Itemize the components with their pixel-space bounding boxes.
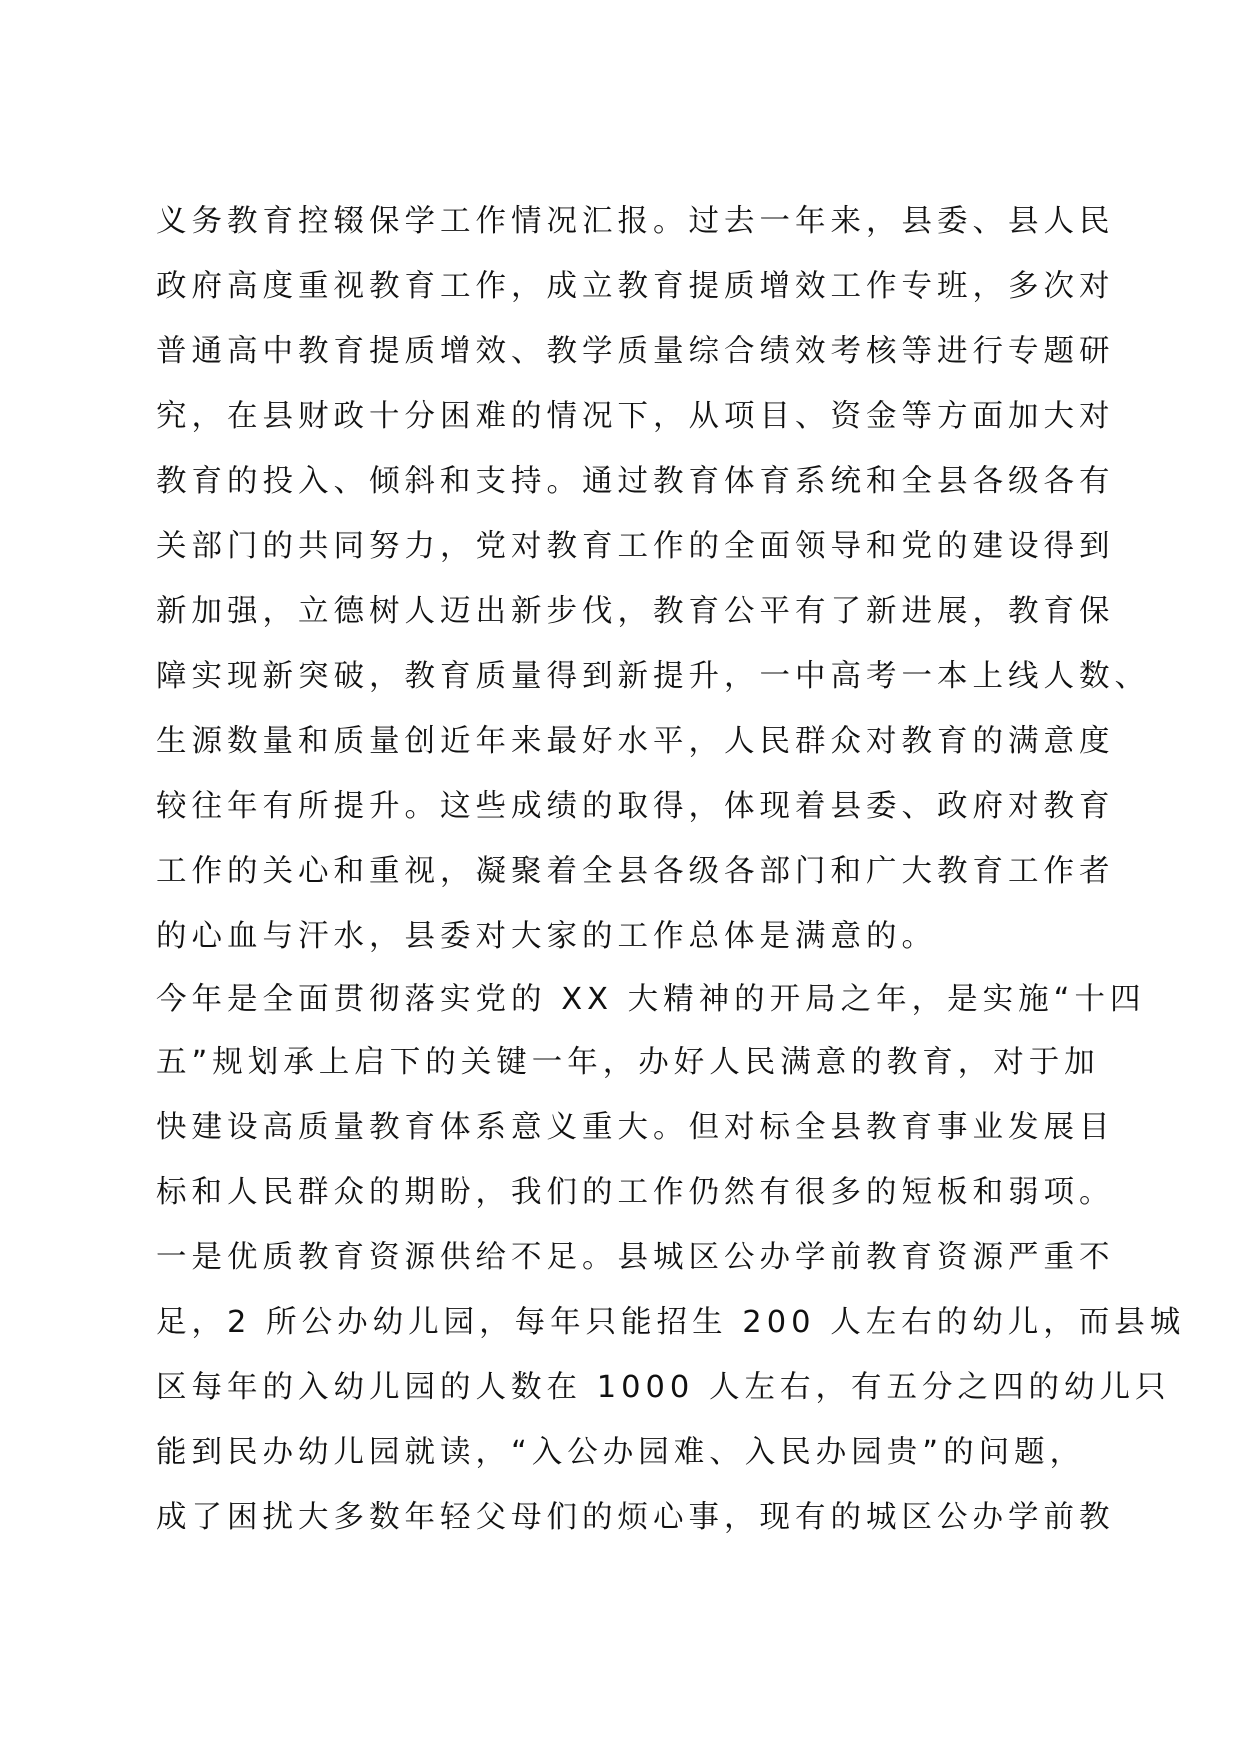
text-line: 成了困扰大多数年轻父母们的烦心事，现有的城区公办学前教 xyxy=(156,1500,1115,1535)
text-line: 区每年的入幼儿园的人数在 1000 人左右，有五分之四的幼儿只 xyxy=(156,1370,1171,1405)
text-line: 今年是全面贯彻落实党的 XX 大精神的开局之年，是实施“十四 xyxy=(156,982,1146,1017)
text-line: 的心血与汗水，县委对大家的工作总体是满意的。 xyxy=(156,919,937,954)
text-line: 生源数量和质量创近年来最好水平，人民群众对教育的满意度 xyxy=(156,724,1115,759)
text-line: 究，在县财政十分困难的情况下，从项目、资金等方面加大对 xyxy=(156,399,1115,434)
body-text xyxy=(156,189,1186,1550)
text-line: 新加强，立德树人迈出新步伐，教育公平有了新进展，教育保 xyxy=(156,594,1115,629)
text-line: 足，2 所公办幼儿园，每年只能招生 200 人左右的幼儿，而县城 xyxy=(156,1305,1186,1340)
text-line: 一是优质教育资源供给不足。县城区公办学前教育资源严重不 xyxy=(156,1240,1115,1275)
text-line: 工作的关心和重视，凝聚着全县各级各部门和广大教育工作者 xyxy=(156,854,1115,889)
text-line: 政府高度重视教育工作，成立教育提质增效工作专班，多次对 xyxy=(156,269,1115,304)
text-line: 能到民办幼儿园就读，“入公办园难、入民办园贵”的问题， xyxy=(156,1435,1086,1470)
text-line: 快建设高质量教育体系意义重大。但对标全县教育事业发展目 xyxy=(156,1110,1115,1145)
text-line: 障实现新突破，教育质量得到新提升，一中高考一本上线人数、 xyxy=(156,659,1150,694)
text-line: 义务教育控辍保学工作情况汇报。过去一年来，县委、县人民 xyxy=(156,204,1115,239)
text-line: 五”规划承上启下的关键一年，办好人民满意的教育，对于加 xyxy=(156,1045,1100,1080)
text-line: 标和人民群众的期盼，我们的工作仍然有很多的短板和弱项。 xyxy=(156,1175,1115,1210)
text-line: 教育的投入、倾斜和支持。通过教育体育系统和全县各级各有 xyxy=(156,464,1115,499)
text-line: 关部门的共同努力，党对教育工作的全面领导和党的建设得到 xyxy=(156,529,1115,564)
text-line: 较往年有所提升。这些成绩的取得，体现着县委、政府对教育 xyxy=(156,789,1115,824)
text-line: 普通高中教育提质增效、教学质量综合绩效考核等进行专题研 xyxy=(156,334,1115,369)
